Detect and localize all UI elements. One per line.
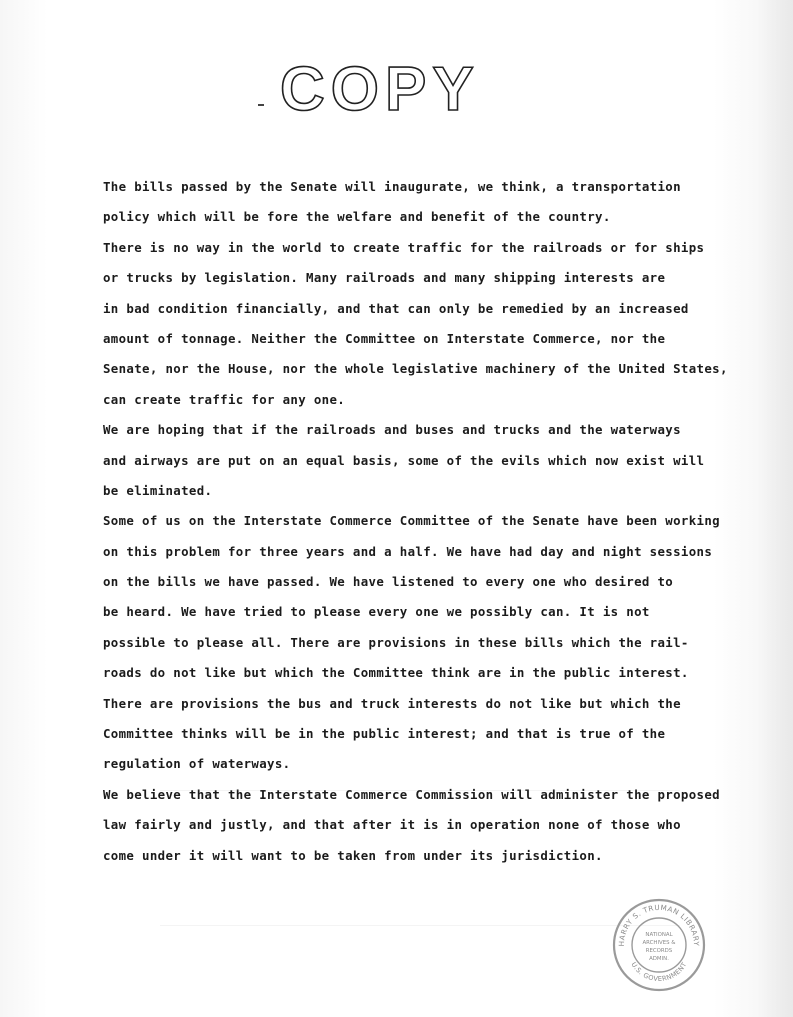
body-line: regulation of waterways. <box>103 756 291 772</box>
body-line: come under it will want to be taken from under its jurisdiction. <box>103 847 603 863</box>
body-line: or trucks by legislation. Many railroads and many shipping interests are <box>103 270 666 286</box>
body-line: roads do not like but which the Committee think are in the public interest. <box>103 665 689 681</box>
copy-heading-outline <box>280 60 510 120</box>
seal-inner-line: ARCHIVES & <box>642 940 676 946</box>
bleed-through-line <box>160 925 680 926</box>
page-edge-shadow <box>757 0 793 1017</box>
body-line: in bad condition financially, and that can only be remedied by an increased <box>103 300 689 316</box>
copy-heading-text: COPY <box>280 60 480 120</box>
body-line: can create traffic for any one. <box>103 391 346 407</box>
seal-bottom-text: U.S. GOVERNMENT <box>629 960 689 984</box>
body-line: possible to please all. There are provisions in these bills which the rail- <box>103 634 689 650</box>
body-line: Committee thinks will be in the public interest; and that is true of the <box>103 726 666 742</box>
body-line: There is no way in the world to create traffic for the railroads or for ships <box>103 239 705 255</box>
seal-inner-line: NATIONAL <box>645 932 673 938</box>
body-line: be eliminated. <box>103 482 213 498</box>
body-line: and airways are put on an equal basis, some of the evils which now exist will <box>103 452 705 468</box>
body-line: be heard. We have tried to please every one we possibly can. It is not <box>103 604 650 620</box>
bleed-through-line <box>160 790 680 791</box>
body-line: on the bills we have passed. We have listened to every one who desired to <box>103 574 674 590</box>
body-line: amount of tonnage. Neither the Committee on Interstate Commerce, nor the <box>103 330 666 346</box>
body-line: Senate, nor the House, nor the whole legislative machinery of the United States, <box>103 361 728 377</box>
copy-heading <box>280 60 510 120</box>
seal-inner-line: RECORDS <box>645 948 673 954</box>
body-line: We are hoping that if the railroads and buses and trucks and the waterways <box>103 422 681 438</box>
body-line: The bills passed by the Senate will inaugurate, we think, a transportation <box>103 179 681 194</box>
stray-mark <box>258 104 264 106</box>
seal-outer-text: HARRY S. TRUMAN LIBRARY <box>616 902 702 947</box>
body-line: law fairly and justly, and that after it is in operation none of those who <box>103 817 681 833</box>
body-line: There are provisions the bus and truck interests do not like but which the <box>103 695 681 711</box>
body-line: policy which will be fore the welfare and benefit of the country. <box>103 209 611 225</box>
truman-library-seal <box>612 898 706 992</box>
body-line: Some of us on the Interstate Commerce Committee of the Senate have been working <box>103 513 720 529</box>
body-line: We believe that the Interstate Commerce Commission will administer the proposed <box>103 786 720 802</box>
body-line: on this problem for three years and a half. We have had day and night sessions <box>103 543 713 559</box>
letter-body <box>103 172 753 871</box>
seal-inner-line: ADMIN. <box>649 956 669 962</box>
